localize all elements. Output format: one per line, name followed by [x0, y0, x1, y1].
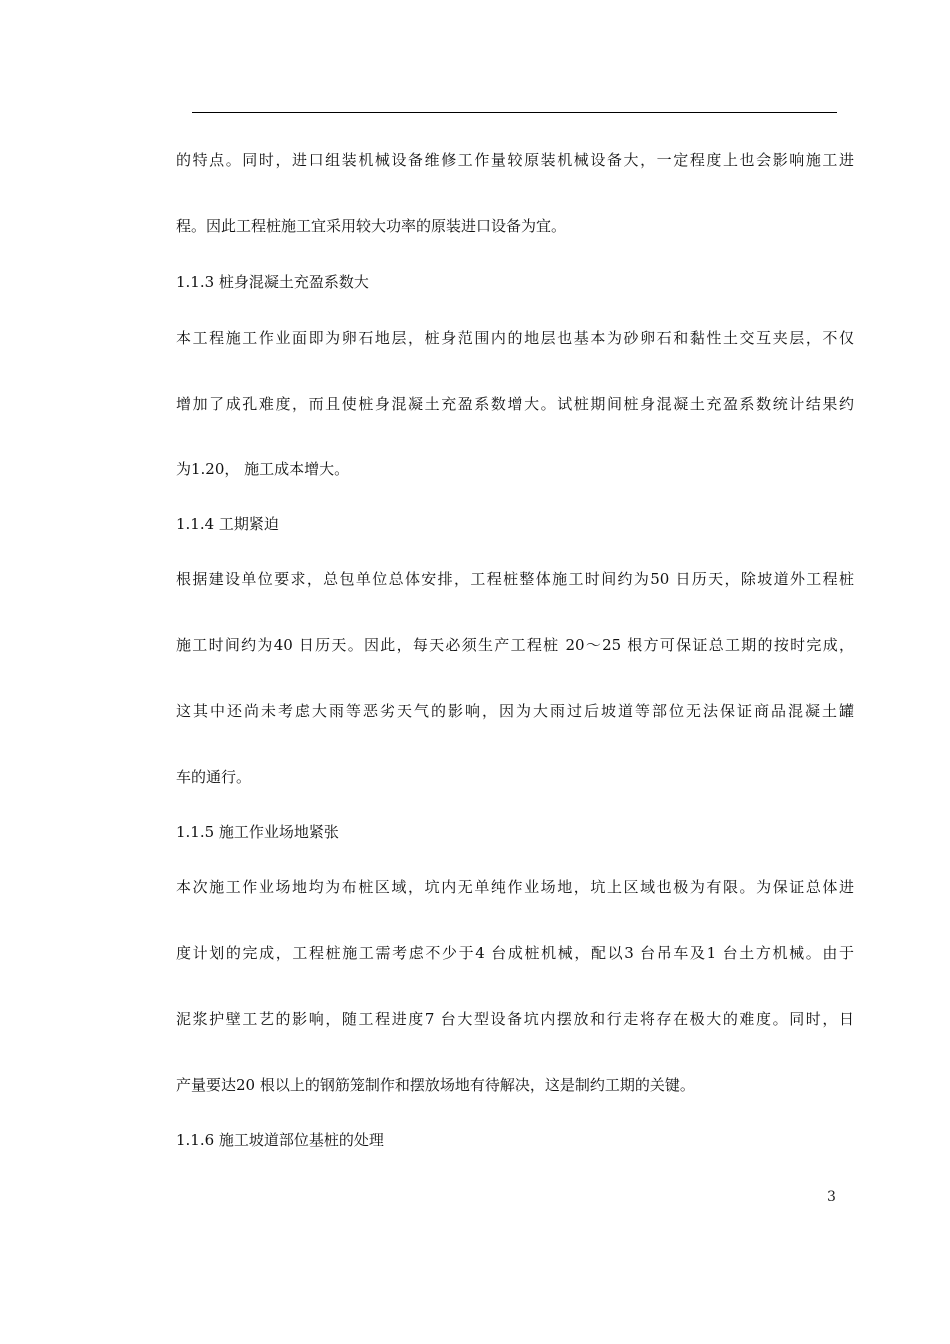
section-heading-1-1-3: 1.1.3 桩身混凝土充盈系数大 [176, 273, 369, 291]
paragraph-line: 度计划的完成，工程桩施工需考虑不少于4 台成桩机械，配以3 台吊车及1 台土方机械。由于 [176, 944, 854, 962]
section-heading-1-1-5: 1.1.5 施工作业场地紧张 [176, 823, 339, 841]
paragraph-line: 本工程施工作业面即为卵石地层，桩身范围内的地层也基本为砂卵石和黏性土交互夹层，不仅 [176, 329, 854, 347]
paragraph-line: 这其中还尚未考虑大雨等恶劣天气的影响，因为大雨过后坡道等部位无法保证商品混凝土罐 [176, 702, 854, 720]
paragraph-line: 本次施工作业场地均为布桩区域，坑内无单纯作业场地，坑上区域也极为有限。为保证总体进 [176, 878, 854, 896]
paragraph-line: 车的通行。 [176, 768, 252, 786]
paragraph-line: 产量要达20 根以上的钢筋笼制作和摆放场地有待解决，这是制约工期的关键。 [176, 1076, 695, 1094]
paragraph-line: 施工时间约为40 日历天。因此，每天必须生产工程桩 20～25 根方可保证总工期的按时完成， [176, 636, 854, 654]
header-rule [192, 112, 837, 113]
section-heading-1-1-4: 1.1.4 工期紧迫 [176, 515, 279, 533]
page-number: 3 [827, 1189, 836, 1205]
paragraph-line: 程。因此工程桩施工宜采用较大功率的原装进口设备为宜。 [176, 217, 567, 235]
paragraph-line: 增加了成孔难度，而且使桩身混凝土充盈系数增大。试桩期间桩身混凝土充盈系数统计结果约 [176, 395, 854, 413]
paragraph-line: 泥浆护壁工艺的影响，随工程进度7 台大型设备坑内摆放和行走将存在极大的难度。同时，日 [176, 1010, 854, 1028]
paragraph-line: 为1.20， 施工成本增大。 [176, 460, 350, 478]
section-heading-1-1-6: 1.1.6 施工坡道部位基桩的处理 [176, 1131, 384, 1149]
paragraph-line: 根据建设单位要求，总包单位总体安排，工程桩整体施工时间约为50 日历天，除坡道外工程桩 [176, 570, 854, 588]
paragraph-line: 的特点。同时，进口组装机械设备维修工作量较原装机械设备大，一定程度上也会影响施工进 [176, 151, 854, 169]
